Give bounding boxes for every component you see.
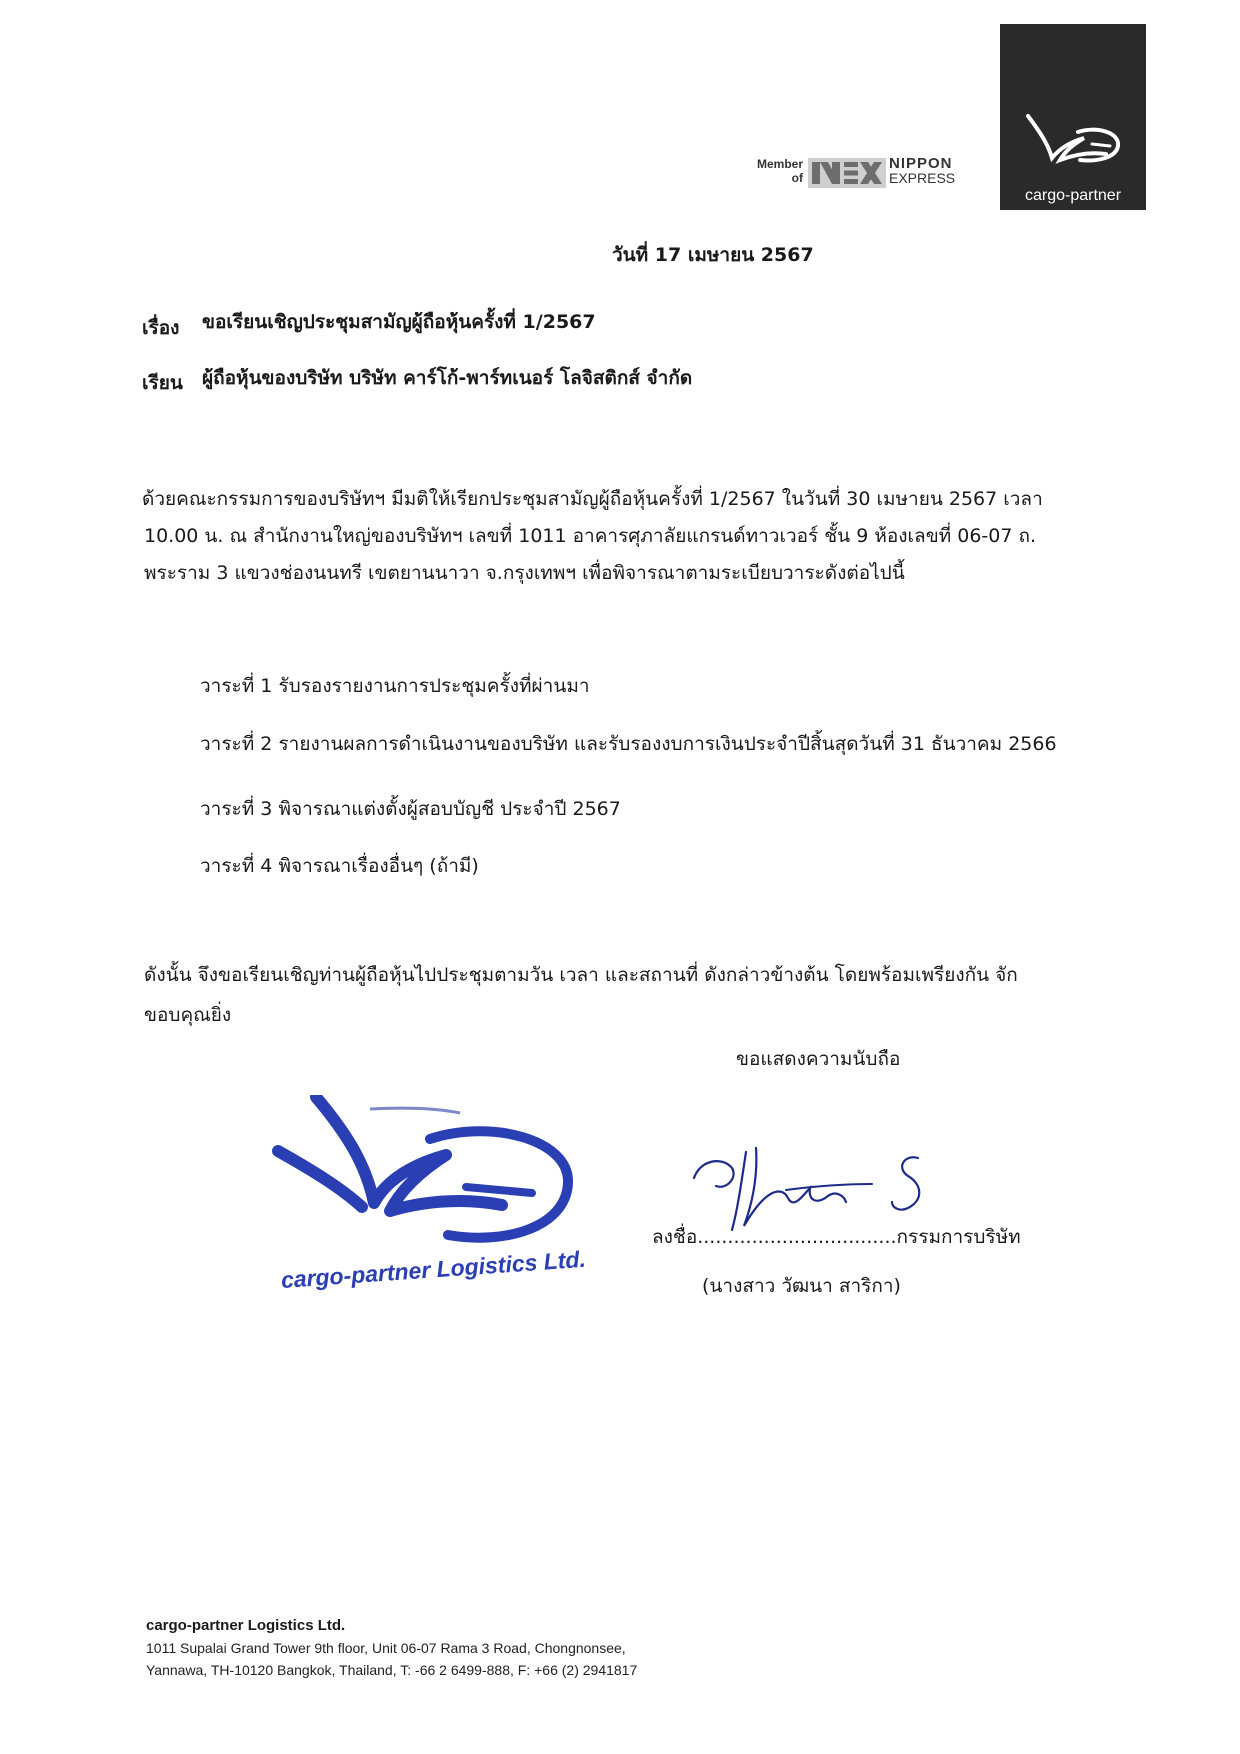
nx-logo-icon bbox=[808, 158, 886, 188]
cargo-partner-logo-box bbox=[1000, 24, 1146, 210]
regards-text: ขอแสดงความนับถือ bbox=[736, 1048, 901, 1070]
member-word: Member bbox=[756, 157, 803, 171]
company-stamp bbox=[270, 1095, 610, 1335]
nippon-express-membership bbox=[745, 155, 965, 191]
recipient-label: เรียน bbox=[142, 372, 183, 394]
member-of-label bbox=[745, 157, 803, 185]
agenda-item: วาระที่ 3 พิจารณาแต่งตั้งผู้สอบบัญชี ประจำปี 2567 bbox=[200, 798, 621, 820]
nippon-express-wordmark bbox=[889, 156, 955, 186]
body-paragraph-line: 10.00 น. ณ สำนักงานใหญ่ของบริษัทฯ เลขที่ 1011 อาคารศุภาลัยแกรนด์ทาวเวอร์ ชั้น 9 ห้องเลขที่ 06-07 ถ. bbox=[144, 525, 1037, 547]
footer-company-name: cargo-partner Logistics Ltd. bbox=[146, 1617, 346, 1634]
closing-paragraph-line: ขอบคุณยิ่ง bbox=[144, 1004, 232, 1026]
signer-name: (นางสาว วัฒนา สาริกา) bbox=[702, 1275, 901, 1297]
agenda-item: วาระที่ 2 รายงานผลการดำเนินงานของบริษัท และรับรองงบการเงินประจำปีสิ้นสุดวันที่ 31 ธันวาคม 2566 bbox=[200, 733, 1057, 755]
brand-box-label: cargo-partner bbox=[1024, 187, 1122, 204]
footer-address-line: Yannawa, TH-10120 Bangkok, Thailand, T: -66 2 6499-888, F: +66 (2) 2941817 bbox=[146, 1662, 638, 1678]
agenda-item: วาระที่ 1 รับรองรายงานการประชุมครั้งที่ผ่านมา bbox=[200, 675, 590, 697]
recipient-text: ผู้ถือหุ้นของบริษัท บริษัท คาร์โก้-พาร์ทเนอร์ โลจิสติกส์ จำกัด bbox=[202, 367, 693, 389]
letter-date: วันที่ 17 เมษายน 2567 bbox=[612, 244, 814, 266]
footer-address-line: 1011 Supalai Grand Tower 9th floor, Unit 06-07 Rama 3 Road, Chongnonsee, bbox=[146, 1640, 626, 1656]
express-word: EXPRESS bbox=[889, 170, 956, 186]
handwritten-signature bbox=[686, 1138, 946, 1233]
body-paragraph-line: ด้วยคณะกรรมการของบริษัทฯ มีมติให้เรียกประชุมสามัญผู้ถือหุ้นครั้งที่ 1/2567 ในวันที่ 30 เมษายน 2567 เวลา bbox=[142, 488, 1043, 510]
subject-label: เรื่อง bbox=[142, 317, 180, 339]
of-word: of bbox=[791, 171, 803, 185]
body-paragraph-line: พระราม 3 แขวงช่องนนทรี เขตยานนาวา จ.กรุงเทพฯ เพื่อพิจารณาตามระเบียบวาระดังต่อไปนี้ bbox=[144, 562, 905, 584]
closing-paragraph-line: ดังนั้น จึงขอเรียนเชิญท่านผู้ถือหุ้นไปประชุมตามวัน เวลา และสถานที่ ดังกล่าวข้างต้น โดยพร้อมเพรียงกัน จัก bbox=[144, 964, 1018, 986]
nippon-word: NIPPON bbox=[889, 155, 953, 172]
cargo-partner-bird-icon bbox=[1022, 114, 1126, 174]
subject-text: ขอเรียนเชิญประชุมสามัญผู้ถือหุ้นครั้งที่ 1/2567 bbox=[202, 311, 596, 333]
stamp-company-name: cargo-partner Logistics Ltd. bbox=[280, 1245, 587, 1294]
agenda-item: วาระที่ 4 พิจารณาเรื่องอื่นๆ (ถ้ามี) bbox=[200, 855, 479, 877]
signature-line: ลงชื่อ.................................กรรมการบริษัท bbox=[652, 1226, 1021, 1248]
